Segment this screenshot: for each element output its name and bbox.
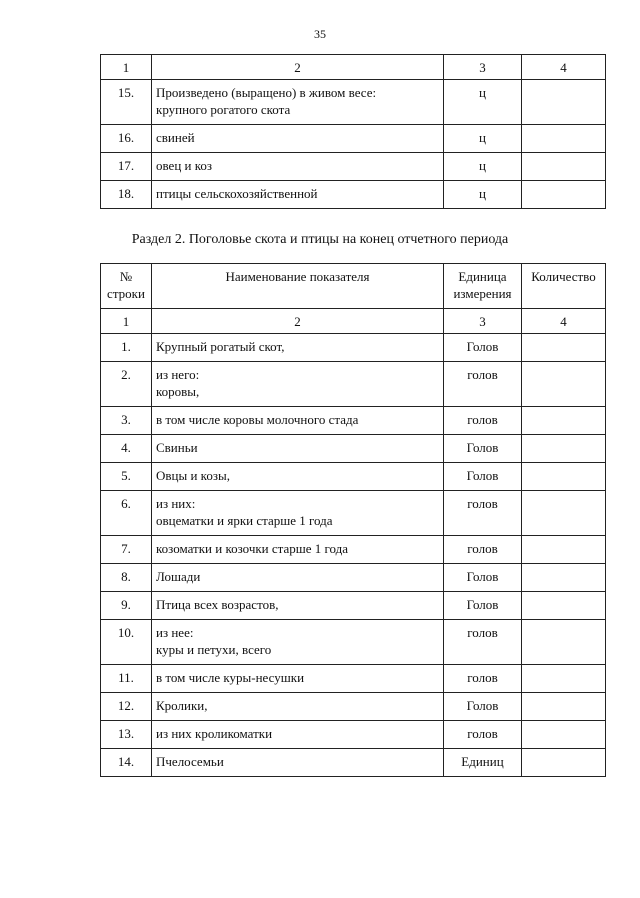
unit-of-measure-text: голов xyxy=(467,670,498,685)
quantity-cell xyxy=(522,435,606,463)
column-index-text: 1 xyxy=(122,314,130,329)
indicator-name xyxy=(152,536,444,564)
column-index xyxy=(152,55,444,80)
table-row xyxy=(101,564,606,592)
unit-of-measure-text: Голов xyxy=(466,698,499,713)
row-number xyxy=(101,407,152,435)
row-number xyxy=(101,334,152,362)
quantity-cell xyxy=(522,665,606,693)
indicator-name-text: коровы, xyxy=(156,384,200,399)
unit-of-measure-text: Голов xyxy=(466,597,499,612)
table-row xyxy=(101,334,606,362)
unit-of-measure xyxy=(444,362,522,407)
row-number-text: 3. xyxy=(121,412,131,427)
column-index xyxy=(152,309,444,334)
table-row xyxy=(101,592,606,620)
row-number xyxy=(101,125,152,153)
indicator-name-text: козоматки и козочки старше 1 года xyxy=(156,541,349,556)
indicator-name xyxy=(152,435,444,463)
unit-of-measure xyxy=(444,592,522,620)
unit-of-measure-text: Голов xyxy=(466,569,499,584)
table-row xyxy=(101,721,606,749)
indicator-name-text: Крупный рогатый скот, xyxy=(156,339,285,354)
column-index xyxy=(101,309,152,334)
header-row-number-text: строки xyxy=(107,286,145,301)
quantity-cell xyxy=(522,334,606,362)
indicator-name-text: Овцы и козы, xyxy=(156,468,230,483)
row-number-text: 4. xyxy=(121,440,131,455)
table-row xyxy=(101,463,606,491)
indicator-name-text: овец и коз xyxy=(156,158,213,173)
table-row xyxy=(101,125,606,153)
quantity-cell xyxy=(522,749,606,777)
table-row xyxy=(101,536,606,564)
column-index-text: 2 xyxy=(294,60,301,75)
indicator-name xyxy=(152,693,444,721)
table-row xyxy=(101,749,606,777)
quantity-cell xyxy=(522,620,606,665)
unit-of-measure-text: голов xyxy=(467,541,498,556)
indicator-name-text: Пчелосемьи xyxy=(156,754,224,769)
quantity-cell xyxy=(522,693,606,721)
column-index xyxy=(522,55,606,80)
table-header-row xyxy=(101,264,606,309)
header-indicator-name-text: Наименование показателя xyxy=(225,269,370,284)
row-number-text: 17. xyxy=(117,158,135,173)
row-number-text: 8. xyxy=(121,569,131,584)
indicator-name-text: из нее: xyxy=(156,625,194,640)
table-row xyxy=(101,665,606,693)
column-index-text: 1 xyxy=(122,60,130,75)
indicator-name xyxy=(152,334,444,362)
indicator-name-text: из них кроликоматки xyxy=(156,726,273,741)
row-number xyxy=(101,536,152,564)
indicator-name-text: в том числе коровы молочного стада xyxy=(156,412,359,427)
unit-of-measure xyxy=(444,125,522,153)
quantity-cell xyxy=(522,463,606,491)
unit-of-measure-text: ц xyxy=(479,85,486,100)
row-number xyxy=(101,721,152,749)
indicator-name-text: Птица всех возрастов, xyxy=(156,597,279,612)
header-row-number-text: № xyxy=(119,269,133,284)
unit-of-measure xyxy=(444,536,522,564)
row-number-text: 5. xyxy=(121,468,131,483)
column-index-text: 2 xyxy=(294,314,301,329)
row-number xyxy=(101,665,152,693)
table-row xyxy=(101,407,606,435)
unit-of-measure xyxy=(444,463,522,491)
header-row-number xyxy=(101,264,152,309)
table-row xyxy=(101,435,606,463)
quantity-cell xyxy=(522,721,606,749)
row-number xyxy=(101,463,152,491)
table-row xyxy=(101,693,606,721)
table-row xyxy=(101,153,606,181)
quantity-cell xyxy=(522,153,606,181)
row-number xyxy=(101,693,152,721)
column-index-text: 3 xyxy=(479,314,486,329)
header-unit-text: измерения xyxy=(453,286,512,301)
unit-of-measure xyxy=(444,721,522,749)
indicator-name-text: из них: xyxy=(156,496,196,511)
row-number-text: 14. xyxy=(117,754,135,769)
unit-of-measure-text: голов xyxy=(467,496,498,511)
row-number-text: 13. xyxy=(117,726,135,741)
indicator-name xyxy=(152,181,444,209)
page-number: 35 xyxy=(314,27,326,41)
row-number-text: 10. xyxy=(117,625,135,640)
unit-of-measure xyxy=(444,749,522,777)
row-number xyxy=(101,362,152,407)
indicator-name xyxy=(152,620,444,665)
indicator-name xyxy=(152,125,444,153)
unit-of-measure-text: ц xyxy=(479,130,486,145)
section2-title: Раздел 2. Поголовье скота и птицы на конец отчетного периода xyxy=(131,232,509,247)
unit-of-measure xyxy=(444,334,522,362)
table-index-row xyxy=(101,309,606,334)
unit-of-measure xyxy=(444,80,522,125)
table-row xyxy=(101,362,606,407)
unit-of-measure-text: голов xyxy=(467,367,498,382)
livestock-table xyxy=(100,263,606,777)
unit-of-measure-text: Единиц xyxy=(461,754,504,769)
column-index xyxy=(444,55,522,80)
header-unit xyxy=(444,264,522,309)
unit-of-measure xyxy=(444,153,522,181)
header-quantity xyxy=(522,264,606,309)
indicator-name xyxy=(152,407,444,435)
table-row xyxy=(101,491,606,536)
unit-of-measure-text: голов xyxy=(467,625,498,640)
unit-of-measure-text: ц xyxy=(479,158,486,173)
row-number xyxy=(101,620,152,665)
indicator-name xyxy=(152,491,444,536)
row-number-text: 7. xyxy=(121,541,131,556)
quantity-cell xyxy=(522,564,606,592)
unit-of-measure xyxy=(444,665,522,693)
row-number-text: 15. xyxy=(117,85,135,100)
column-index-text: 3 xyxy=(479,60,486,75)
header-indicator-name xyxy=(152,264,444,309)
table-index-row xyxy=(101,55,606,80)
indicator-name xyxy=(152,665,444,693)
column-index xyxy=(444,309,522,334)
production-table xyxy=(100,54,606,209)
unit-of-measure xyxy=(444,693,522,721)
indicator-name-text: Лошади xyxy=(156,569,201,584)
indicator-name-text: овцематки и ярки старше 1 года xyxy=(156,513,333,528)
quantity-cell xyxy=(522,407,606,435)
indicator-name-text: Кролики, xyxy=(156,698,208,713)
indicator-name-text: куры и петухи, всего xyxy=(156,642,272,657)
indicator-name xyxy=(152,721,444,749)
row-number xyxy=(101,153,152,181)
indicator-name-text: свиней xyxy=(156,130,195,145)
row-number-text: 16. xyxy=(117,130,135,145)
row-number-text: 18. xyxy=(117,186,135,201)
quantity-cell xyxy=(522,536,606,564)
unit-of-measure-text: голов xyxy=(467,726,498,741)
unit-of-measure xyxy=(444,564,522,592)
indicator-name xyxy=(152,463,444,491)
table-row xyxy=(101,181,606,209)
row-number-text: 1. xyxy=(121,339,131,354)
row-number xyxy=(101,749,152,777)
indicator-name xyxy=(152,362,444,407)
column-index-text: 4 xyxy=(560,60,567,75)
unit-of-measure-text: ц xyxy=(479,186,486,201)
indicator-name-text: птицы сельскохозяйственной xyxy=(156,186,318,201)
unit-of-measure-text: голов xyxy=(467,412,498,427)
row-number xyxy=(101,564,152,592)
header-unit-text: Единица xyxy=(458,269,507,284)
row-number xyxy=(101,491,152,536)
column-index-text: 4 xyxy=(560,314,567,329)
indicator-name xyxy=(152,592,444,620)
row-number xyxy=(101,181,152,209)
indicator-name-text: из него: xyxy=(156,367,200,382)
indicator-name xyxy=(152,564,444,592)
table-row xyxy=(101,620,606,665)
row-number xyxy=(101,80,152,125)
row-number-text: 12. xyxy=(117,698,135,713)
row-number xyxy=(101,592,152,620)
unit-of-measure-text: Голов xyxy=(466,339,499,354)
row-number-text: 6. xyxy=(121,496,131,511)
unit-of-measure xyxy=(444,620,522,665)
quantity-cell xyxy=(522,362,606,407)
quantity-cell xyxy=(522,592,606,620)
column-index xyxy=(522,309,606,334)
indicator-name xyxy=(152,749,444,777)
indicator-name-text: в том числе куры-несушки xyxy=(156,670,305,685)
unit-of-measure xyxy=(444,491,522,536)
row-number-text: 9. xyxy=(121,597,131,612)
indicator-name xyxy=(152,80,444,125)
row-number-text: 11. xyxy=(118,670,134,685)
row-number xyxy=(101,435,152,463)
quantity-cell xyxy=(522,491,606,536)
unit-of-measure xyxy=(444,407,522,435)
unit-of-measure-text: Голов xyxy=(466,440,499,455)
unit-of-measure xyxy=(444,435,522,463)
column-index xyxy=(101,55,152,80)
quantity-cell xyxy=(522,80,606,125)
quantity-cell xyxy=(522,125,606,153)
row-number-text: 2. xyxy=(121,367,131,382)
header-quantity-text: Количество xyxy=(531,269,596,284)
indicator-name-text: Произведено (выращено) в живом весе: xyxy=(156,85,377,100)
indicator-name-text: крупного рогатого скота xyxy=(156,102,291,117)
indicator-name-text: Свиньи xyxy=(156,440,198,455)
unit-of-measure-text: Голов xyxy=(466,468,499,483)
indicator-name xyxy=(152,153,444,181)
quantity-cell xyxy=(522,181,606,209)
unit-of-measure xyxy=(444,181,522,209)
table-row xyxy=(101,80,606,125)
